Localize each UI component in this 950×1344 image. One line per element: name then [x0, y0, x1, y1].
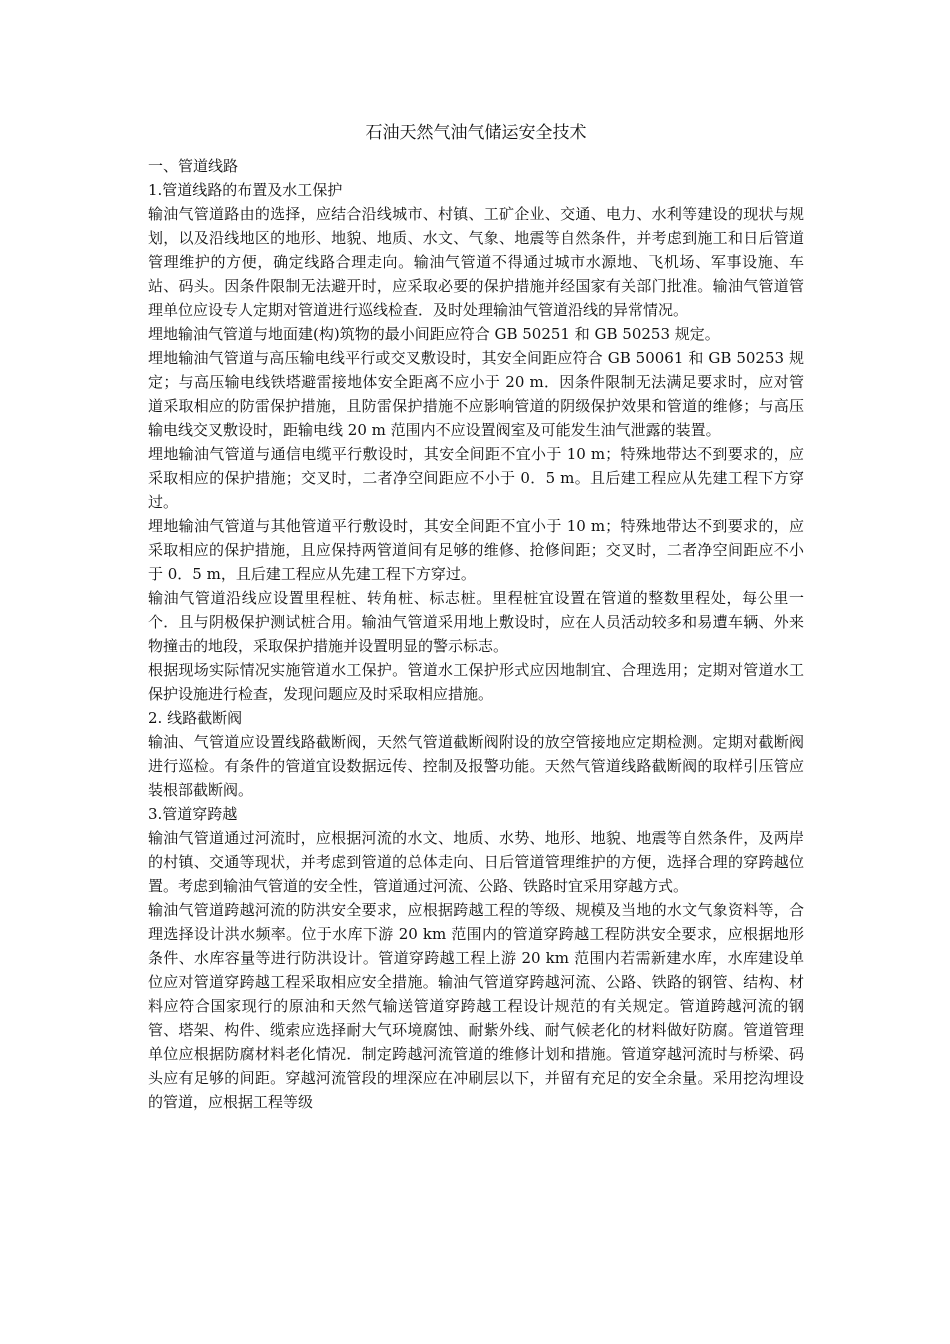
- paragraph: 埋地输油气管道与通信电缆平行敷设时，其安全间距不宜小于 10 m；特殊地带达不到要求的，应采取相应的保护措施；交叉时，二者净空间距应不小于 0．5 m。且后建工程应从先建工程下方穿过。: [148, 445, 804, 511]
- section-heading: 3.管道穿跨越: [148, 805, 238, 823]
- paragraph: 输油、气管道应设置线路截断阀，天然气管道截断阀附设的放空管接地应定期检测。定期对截断阀进行巡检。有条件的管道宜设数据远传、控制及报警功能。天然气管道线路截断阀的取样引压管应装根部截断阀。: [148, 733, 804, 799]
- section-heading: 1.管道线路的布置及水工保护: [148, 181, 343, 199]
- paragraph: 输油气管道路由的选择，应结合沿线城市、村镇、工矿企业、交通、电力、水利等建设的现状与规划，以及沿线地区的地形、地貌、地质、水文、气象、地震等自然条件，并考虑到施工和日后管道管理维护的方便，确定线路合理走向。输油气管道不得通过城市水源地、飞机场、军事设施、车站、码头。因条件限制无法避开时，应采取必要的保护措施并经国家有关部门批准。输油气管道管理单位应设专人定期对管道进行巡线检查．及时处理输油气管道沿线的异常情况。: [148, 205, 804, 319]
- paragraph: 埋地输油气管道与其他管道平行敷设时，其安全间距不宜小于 10 m；特殊地带达不到要求的，应采取相应的保护措施，且应保持两管道间有足够的维修、抢修间距；交叉时，二者净空间距应不小于 0．5 m，且后建工程应从先建工程下方穿过。: [148, 517, 804, 583]
- paragraph: 输油气管道通过河流时，应根据河流的水文、地质、水势、地形、地貌、地震等自然条件，及两岸的村镇、交通等现状，并考虑到管道的总体走向、日后管道管理维护的方便，选择合理的穿跨越位置。考虑到输油气管道的安全性，管道通过河流、公路、铁路时宜采用穿越方式。: [148, 829, 804, 895]
- paragraph: 埋地输油气管道与高压输电线平行或交叉敷设时，其安全间距应符合 GB 50061 和 GB 50253 规定；与高压输电线铁塔避雷接地体安全距离不应小于 20 m．因条件限制无法满足要求时，应对管道采取相应的防雷保护措施，且防雷保护措施不应影响管道的阴级保护效果和管道的维修；与高压输电线交叉敷设时，距输电线 20 m 范围内不应设置阀室及可能发生油气泄露的装置。: [148, 349, 804, 439]
- paragraph: 输油气管道跨越河流的防洪安全要求，应根据跨越工程的等级、规模及当地的水文气象资料等，合理选择设计洪水频率。位于水库下游 20 km 范围内的管道穿跨越工程防洪安全要求，应根据地形条件、水库容量等进行防洪设计。管道穿跨越工程上游 20 km 范围内若需新建水库，水库建设单位应对管道穿跨越工程采取相应安全措施。输油气管道穿跨越河流、公路、铁路的钢管、结构、材料应符合国家现行的原油和天然气输送管道穿跨越工程设计规范的有关规定。管道跨越河流的钢管、塔架、构件、缆索应选择耐大气环境腐蚀、耐紫外线、耐气候老化的材料做好防腐。管道管理单位应根据防腐材料老化情况．制定跨越河流管道的维修计划和措施。管道穿越河流时与桥梁、码头应有足够的间距。穿越河流管段的埋深应在冲刷层以下，并留有充足的安全余量。采用挖沟埋设的管道，应根据工程等级: [148, 901, 804, 1111]
- document-title: 石油天然气油气储运安全技术: [365, 123, 587, 143]
- paragraph: 埋地输油气管道与地面建(构)筑物的最小间距应符合 GB 50251 和 GB 50253 规定。: [148, 325, 720, 343]
- document-blocks: [148, 154, 804, 1114]
- section-heading: 一、管道线路: [148, 157, 239, 175]
- paragraph: 根据现场实际情况实施管道水工保护。管道水工保护形式应因地制宜、合理选用；定期对管道水工保护设施进行检查，发现问题应及时采取相应措施。: [148, 661, 804, 703]
- document-body: [148, 120, 804, 1114]
- paragraph: 输油气管道沿线应设置里程桩、转角桩、标志桩。里程桩宜设置在管道的整数里程处，每公里一个．且与阴极保护测试桩合用。输油气管道采用地上敷设时，应在人员活动较多和易遭车辆、外来物撞击的地段，采取保护措施并设置明显的警示标志。: [148, 589, 804, 655]
- section-heading: 2. 线路截断阀: [148, 709, 243, 727]
